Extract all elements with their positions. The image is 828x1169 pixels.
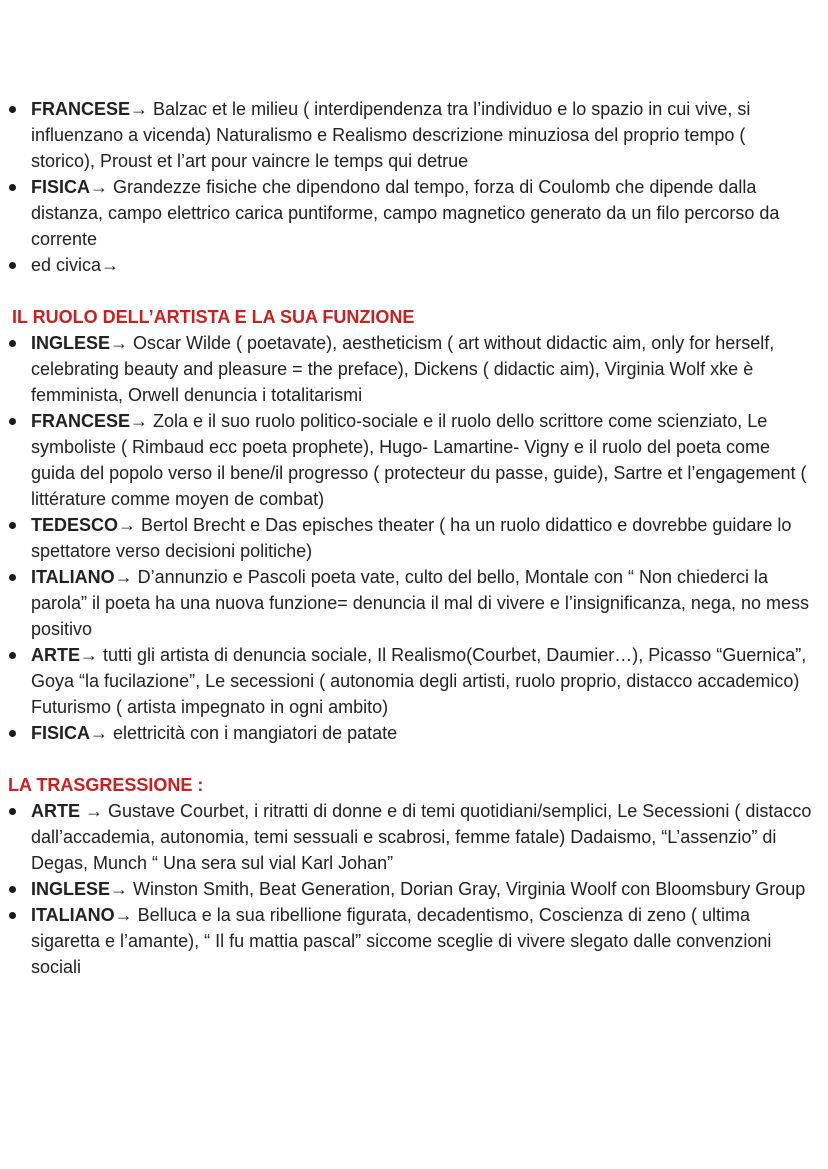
item-text: → Gustave Courbet, i ritratti di donne e di temi quotidiani/semplici, Le Secessioni ( distacco dall’accademia, autonomia, temi sessuali e scabrosi, femme fatale) Dadaismo, “L’assenzio” di Degas, Munch “ Una sera sul vial Karl Johan” [31,801,812,873]
bullet-icon [9,184,16,191]
section-ruolo-artista [0,304,828,746]
list-item [0,96,828,174]
item-text: → D’annunzio e Pascoli poeta vate, culto del bello, Montale con “ Non chiederci la parola” il poeta ha una nuova funzione= denuncia il mal di vivere e l’insignificanza, nega, no mess positivo [31,567,809,639]
item-text: → Grandezze fisiche che dipendono dal tempo, forza di Coulomb che dipende dalla distanza, campo elettrico carica puntiforme, campo magnetico generato da un filo percorso da corrente [31,177,780,249]
list-item [0,902,828,980]
list-item [0,564,828,642]
list-item [0,512,828,564]
bullet-icon [9,106,16,113]
subject-label: INGLESE [31,879,111,899]
bullet-list [0,798,828,980]
list-item [0,252,828,278]
item-text: → tutti gli artista di denuncia sociale, Il Realismo(Courbet, Daumier…), Picasso “Guernica”, Goya “la fucilazione”, Le secessioni ( autonomia degli artisti, ruolo proprio, distacco accademico) Futurismo ( artista impegnato in ogni ambito) [31,645,807,717]
item-text: → Balzac et le milieu ( interdipendenza tra l’individuo e lo spazio in cui vive, si influenzano a vicenda) Naturalismo e Realismo descrizione minuziosa del proprio tempo ( storico), Proust et l’art pour vaincre le temps qui detrue [31,99,751,171]
bullet-icon [9,652,16,659]
bullet-icon [9,262,16,269]
subject-label: TEDESCO [31,515,119,535]
list-item [0,174,828,252]
bullet-list [0,330,828,746]
item-text: → Bertol Brecht e Das episches theater ( ha un ruolo didattico e dovrebbe guidare lo spettatore verso decisioni politiche) [31,515,792,561]
bullet-icon [9,340,16,347]
bullet-icon [9,574,16,581]
section-title: LA TRASGRESSIONE : [8,775,204,795]
section-title: IL RUOLO DELL’ARTISTA E LA SUA FUNZIONE [12,307,415,327]
item-text: → Oscar Wilde ( poetavate), aestheticism ( art without didactic aim, only for herself, celebrating beauty and pleasure = the preface), Dickens ( didactic aim), Virginia Wolf xke è femminista, Orwell denuncia i totalitarismi [31,333,775,405]
item-text: → Winston Smith, Beat Generation, Dorian Gray, Virginia Woolf con Bloomsbury Group [110,879,806,899]
list-item [0,720,828,746]
item-text: → elettricità con i mangiatori de patate [90,723,398,743]
subject-label: ITALIANO [31,567,115,587]
bullet-icon [9,730,16,737]
bullet-icon [9,522,16,529]
subject-label: ARTE [31,801,85,821]
subject-label: ARTE [31,645,80,665]
subject-label: FRANCESE [31,99,131,119]
bullet-icon [9,418,16,425]
list-item [0,408,828,512]
bullet-icon [9,886,16,893]
list-item [0,798,828,876]
bullet-list [0,96,828,278]
section-trasgressione [0,772,828,980]
bullet-icon [9,808,16,815]
bullet-icon [9,912,16,919]
section-continued [0,96,828,278]
list-item [0,330,828,408]
list-item [0,642,828,720]
item-text: → Belluca e la sua ribellione figurata, decadentismo, Coscienza di zeno ( ultima sigaretta e l’amante), “ Il fu mattia pascal” siccome sceglie di vivere slegato dalle convenzioni sociali [31,905,772,977]
spacer [0,746,828,772]
subject-label: INGLESE [31,333,111,353]
subject-label: FISICA [31,177,91,197]
subject-label: FRANCESE [31,411,131,431]
spacer [0,278,828,304]
subject-label: FISICA [31,723,91,743]
subject-label: ITALIANO [31,905,115,925]
list-item [0,876,828,902]
item-text: → Zola e il suo ruolo politico-sociale e il ruolo dello scrittore come scienziato, Le symboliste ( Rimbaud ecc poeta prophete), Hugo- Lamartine- Vigny e il ruolo del poeta come guida del popolo verso il bene/il progresso ( protecteur du passe, guide), Sartre et l’engagement ( littérature comme moyen de combat) [31,411,807,509]
item-text: ed civica→ [31,255,120,275]
document-page [0,96,828,980]
